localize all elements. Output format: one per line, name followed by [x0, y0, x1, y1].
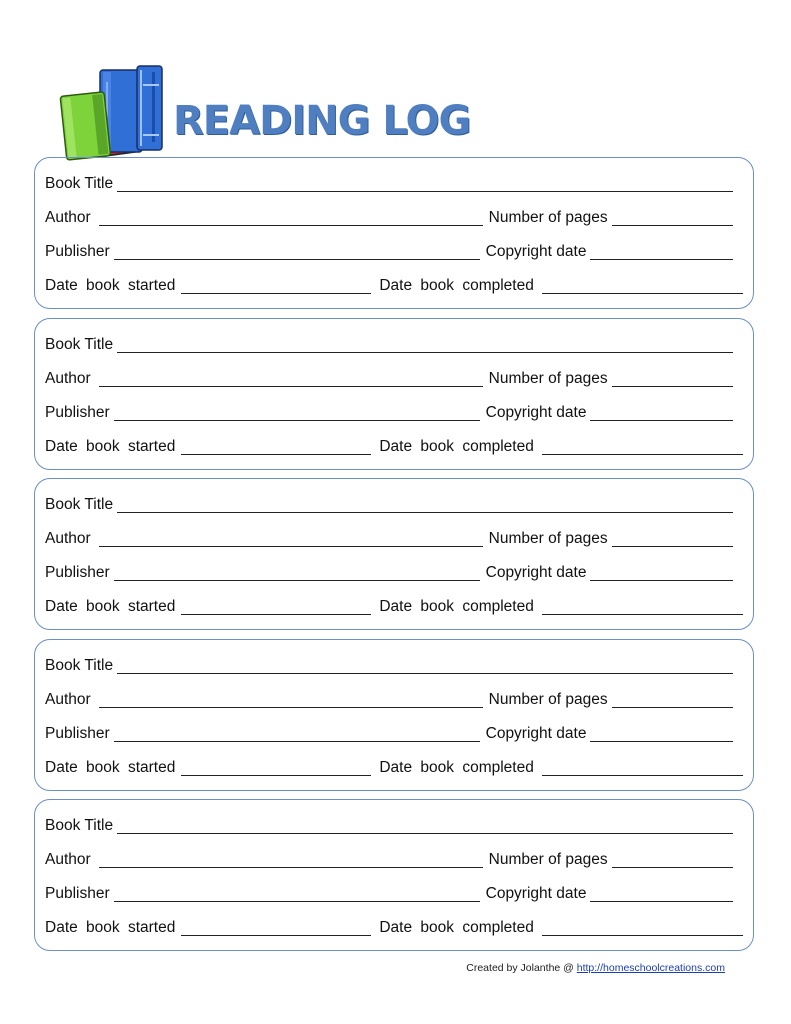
page-title: READING LOG [173, 98, 471, 144]
publisher-row [45, 720, 743, 742]
copyright-date-label: Copyright date [485, 564, 587, 581]
publisher-row [45, 880, 743, 902]
copyright-date-label: Copyright date [485, 885, 587, 902]
date-completed-label: Date book completed [379, 919, 534, 936]
book-title-label: Book Title [45, 656, 114, 674]
book-title-label: Book Title [45, 817, 114, 834]
book-title-row [45, 491, 743, 513]
book-title-field[interactable] [117, 175, 733, 192]
publisher-label: Publisher [45, 243, 110, 260]
copyright-date-label: Copyright date [485, 243, 587, 260]
number-of-pages-label: Number of pages [488, 530, 608, 547]
number-of-pages-label: Number of pages [488, 369, 608, 387]
date-completed-field[interactable] [542, 277, 743, 294]
author-row [45, 846, 743, 868]
author-row [45, 525, 743, 547]
reading-log-entry [34, 478, 754, 630]
author-field[interactable] [99, 691, 483, 708]
author-label: Author [45, 530, 91, 547]
publisher-field[interactable] [114, 404, 480, 421]
date-completed-field[interactable] [542, 759, 743, 776]
date-started-field[interactable] [181, 277, 371, 294]
author-label: Author [45, 369, 91, 387]
author-field[interactable] [99, 209, 483, 226]
date-completed-field[interactable] [542, 919, 743, 936]
number-of-pages-field[interactable] [612, 370, 733, 387]
copyright-date-field[interactable] [590, 725, 733, 742]
date-completed-label: Date book completed [379, 598, 534, 615]
author-row [45, 204, 743, 226]
footer-credit [466, 962, 725, 974]
reading-log-entry [34, 799, 754, 951]
date-started-label: Date book started [45, 437, 176, 455]
author-row [45, 365, 743, 387]
book-title-field[interactable] [117, 496, 733, 513]
copyright-date-field[interactable] [590, 885, 733, 902]
author-label: Author [45, 851, 91, 868]
number-of-pages-field[interactable] [612, 209, 733, 226]
publisher-field[interactable] [114, 885, 480, 902]
date-started-field[interactable] [181, 759, 371, 776]
book-title-row [45, 170, 743, 192]
book-title-label: Book Title [45, 335, 114, 353]
dates-row [45, 433, 743, 455]
reading-log-entry [34, 639, 754, 791]
publisher-field[interactable] [114, 725, 480, 742]
date-started-label: Date book started [45, 277, 176, 294]
date-completed-label: Date book completed [379, 277, 534, 294]
date-started-label: Date book started [45, 758, 176, 776]
book-title-label: Book Title [45, 496, 114, 513]
book-title-field[interactable] [117, 817, 733, 834]
author-row [45, 686, 743, 708]
publisher-label: Publisher [45, 885, 110, 902]
publisher-row [45, 238, 743, 260]
publisher-field[interactable] [114, 564, 480, 581]
date-started-field[interactable] [181, 438, 371, 455]
copyright-date-field[interactable] [590, 243, 733, 260]
reading-log-entry [34, 318, 754, 470]
publisher-field[interactable] [114, 243, 480, 260]
date-started-label: Date book started [45, 919, 176, 936]
copyright-date-label: Copyright date [485, 403, 587, 421]
date-started-field[interactable] [181, 598, 371, 615]
date-started-label: Date book started [45, 598, 176, 615]
author-field[interactable] [99, 370, 483, 387]
date-started-field[interactable] [181, 919, 371, 936]
publisher-row [45, 559, 743, 581]
publisher-label: Publisher [45, 564, 110, 581]
book-title-row [45, 331, 743, 353]
copyright-date-field[interactable] [590, 404, 733, 421]
book-title-row [45, 812, 743, 834]
reading-log-entry [34, 157, 754, 309]
books-icon [55, 62, 170, 162]
dates-row [45, 754, 743, 776]
book-title-label: Book Title [45, 175, 114, 192]
number-of-pages-label: Number of pages [488, 690, 608, 708]
reading-log-entries [34, 157, 754, 960]
date-completed-field[interactable] [542, 598, 743, 615]
footer-link[interactable]: http://homeschoolcreations.com [576, 962, 725, 974]
author-label: Author [45, 690, 91, 708]
publisher-row [45, 399, 743, 421]
number-of-pages-label: Number of pages [488, 209, 608, 226]
author-label: Author [45, 209, 91, 226]
number-of-pages-field[interactable] [612, 530, 733, 547]
book-title-row [45, 652, 743, 674]
book-title-field[interactable] [117, 336, 733, 353]
copyright-date-field[interactable] [590, 564, 733, 581]
date-completed-label: Date book completed [379, 437, 534, 455]
dates-row [45, 593, 743, 615]
copyright-date-label: Copyright date [485, 724, 587, 742]
date-completed-field[interactable] [542, 438, 743, 455]
publisher-label: Publisher [45, 403, 110, 421]
book-title-field[interactable] [117, 657, 733, 674]
number-of-pages-field[interactable] [612, 691, 733, 708]
author-field[interactable] [99, 530, 483, 547]
dates-row [45, 914, 743, 936]
dates-row [45, 272, 743, 294]
date-completed-label: Date book completed [379, 758, 534, 776]
number-of-pages-label: Number of pages [488, 851, 608, 868]
author-field[interactable] [99, 851, 483, 868]
number-of-pages-field[interactable] [612, 851, 733, 868]
footer-credit-text: Created by Jolanthe @ [466, 962, 577, 974]
publisher-label: Publisher [45, 724, 110, 742]
page-header [55, 62, 475, 162]
